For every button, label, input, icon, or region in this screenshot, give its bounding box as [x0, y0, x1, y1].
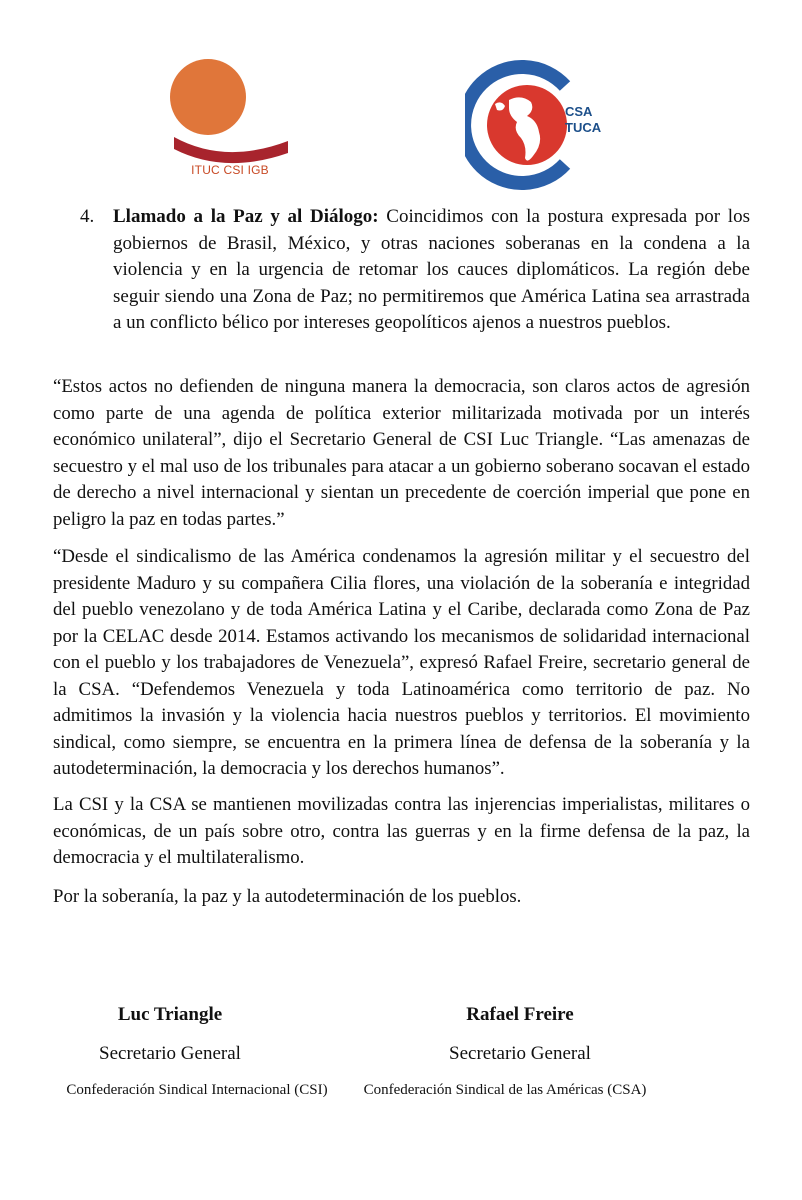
signature-name-freire: Rafael Freire [466, 1004, 574, 1025]
ituc-logo-icon [160, 55, 300, 165]
signature-org-csi: Confederación Sindical Internacional (CSI) [66, 1082, 328, 1098]
ituc-logo-label: ITUC CSI IGB [191, 163, 269, 177]
paragraph-mobilization: La CSI y la CSA se mantienen movilizadas contra las injerencias imperialistas, militares o económicas, de un país sobre otro, contra las guerras y en la firme defensa de la paz, la democracia y el multilateralismo. [53, 794, 750, 868]
paragraph-luc-quote: “Estos actos no defienden de ninguna manera la democracia, son claros actos de agresión como parte de una agenda de política exterior militarizada motivada por un interés económico unilateral”, dijo el Secretario General de CSI Luc Triangle. “Las amenazas de secuestro y el mal uso de los tribunales para atacar a un gobierno soberano socavan el estado de derecho a nivel internacional y sientan un precedente de coerción imperial que pone en peligro la paz en todas partes.” [53, 376, 750, 530]
signature-org-csa: Confederación Sindical de las Américas (CSA) [363, 1082, 647, 1098]
list-item-body: Coincidimos con la postura expresada por los gobiernos de Brasil, México, y otras naciones soberanas en la condena a la violencia y en la urgencia de retomar los cauces diplomáticos. La región debe seguir siendo una Zona de Paz; no permitiremos que América Latina sea arrastrada a un conflicto bélico por intereses geopolíticos ajenos a nuestros pueblos. [113, 206, 750, 333]
list-item-text [113, 204, 750, 337]
header-logos [0, 50, 802, 200]
paragraph-closing: Por la soberanía, la paz y la autodeterminación de los pueblos. [53, 886, 522, 907]
csa-logo [465, 60, 615, 190]
signature-title-luc: Secretario General [99, 1043, 241, 1064]
list-item-title: Llamado a la Paz y al Diálogo: [113, 206, 379, 227]
csa-globe-icon [465, 60, 575, 190]
csa-logo-sub: TUCA [565, 120, 602, 135]
ituc-logo [160, 55, 300, 195]
list-item-4 [80, 204, 750, 337]
signature-title-freire: Secretario General [449, 1043, 591, 1064]
csa-logo-name: CSA [565, 104, 593, 119]
signature-name-luc: Luc Triangle [117, 1004, 223, 1025]
paragraph-freire-quote: “Desde el sindicalismo de las América condenamos la agresión militar y el secuestro del presidente Maduro y su compañera Cilia flores, una violación de la soberanía e integridad del pueblo venezolano y de toda América Latina y el Caribe, declarada como Zona de Paz por la CELAC desde 2014. Estamos activando los mecanismos de solidaridad internacional con el pueblo y los trabajadores de Venezuela”, expresó Rafael Freire, secretario general de la CSA. “Defendemos Venezuela y toda Latinoamérica como territorio de paz. No admitimos la invasión y la violencia hacia nuestros pueblos y territorios. El movimiento sindical, como siempre, se encuentra en la primera línea de defensa de la soberanía y la autodeterminación, la democracia y los derechos humanos”. [53, 546, 750, 779]
list-item-number: 4. [80, 206, 95, 227]
